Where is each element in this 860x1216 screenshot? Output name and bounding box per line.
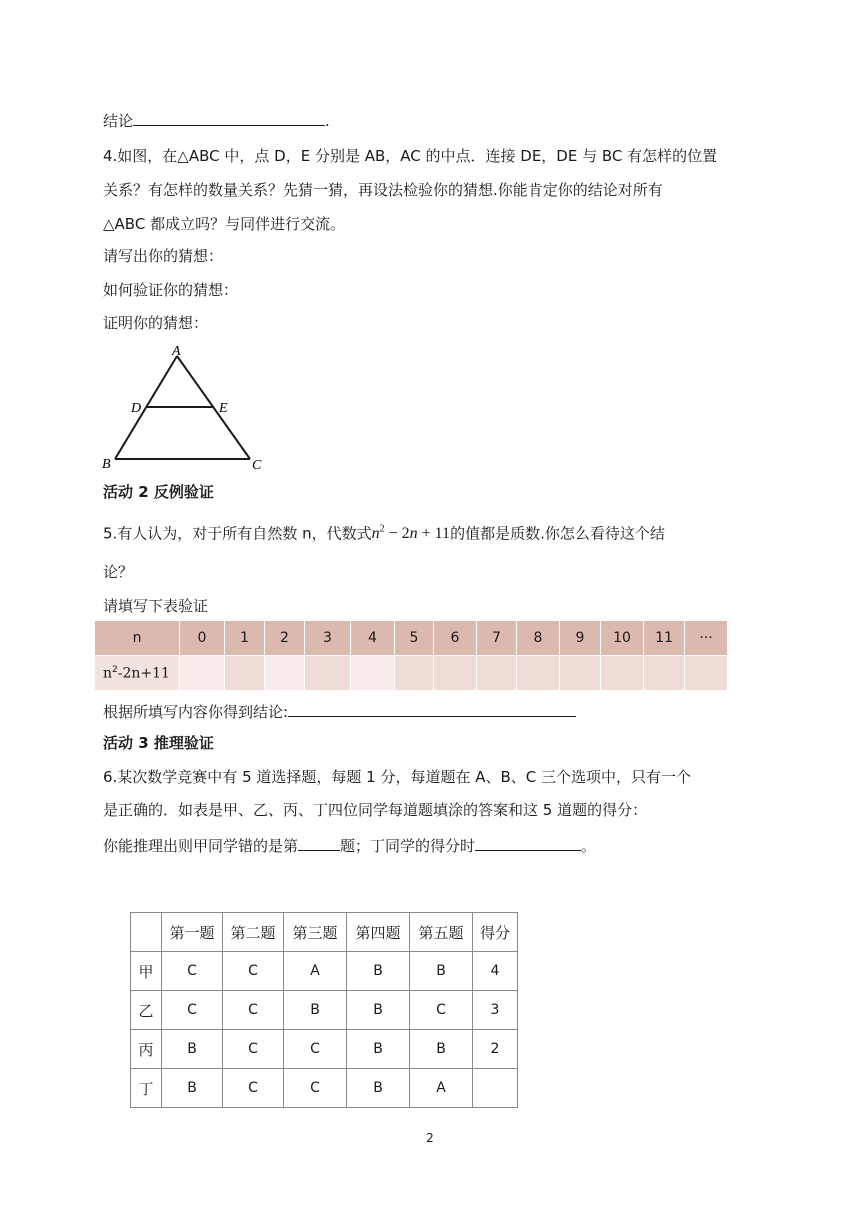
table-cell: ··· <box>685 621 728 656</box>
table-header-n: n <box>95 621 180 656</box>
expression: $n^2 - 2n + 11$ <box>371 524 451 543</box>
table-cell: 9 <box>560 621 601 656</box>
table-cell: 5 <box>395 621 434 656</box>
input-cell[interactable] <box>434 656 477 691</box>
q5-line-2: 论？ <box>103 563 134 581</box>
label-c: C <box>252 458 262 473</box>
table-cell: B <box>162 1069 223 1108</box>
student-name: 丁 <box>131 1069 162 1108</box>
answer-blank[interactable] <box>475 834 581 851</box>
triangle-figure <box>96 340 276 475</box>
table-header: 第一题 <box>162 913 223 952</box>
q4-line-2: 关系？有怎样的数量关系？先猜一猜，再设法检验你的猜想.你能肯定你的结论对所有 <box>103 181 663 199</box>
prompt-conjecture: 请写出你的猜想： <box>103 247 224 265</box>
answer-table <box>130 912 518 1108</box>
q6-line-3: 你能推理出则甲同学错的是第 题；丁同学的得分时 。 <box>103 834 596 856</box>
label-a: A <box>172 344 181 359</box>
table-cell: C <box>223 991 284 1030</box>
table-row <box>95 621 728 656</box>
input-cell[interactable] <box>560 656 601 691</box>
table-cell: B <box>347 1069 410 1108</box>
input-cell[interactable] <box>265 656 305 691</box>
table-header <box>131 913 162 952</box>
table-cell: 8 <box>517 621 560 656</box>
q6-line-2: 是正确的．如表是甲、乙、丙、丁四位同学每道题填涂的答案和这 5 道题的得分： <box>103 801 648 819</box>
q4-line-1: 4.如图，在△ABC 中，点 D，E 分别是 AB，AC 的中点．连接 DE，DE 与 BC 有怎样的位置 <box>103 147 718 165</box>
student-name: 丙 <box>131 1030 162 1069</box>
table-row <box>131 991 518 1030</box>
table-cell: C <box>162 952 223 991</box>
input-cell[interactable] <box>395 656 434 691</box>
table-row <box>95 656 728 691</box>
page-number: 2 <box>426 1131 434 1145</box>
table-cell: 0 <box>180 621 225 656</box>
table-cell: C <box>284 1069 347 1108</box>
label-b: B <box>102 457 111 472</box>
table-row <box>131 1069 518 1108</box>
prompt-prove: 证明你的猜想： <box>103 314 209 332</box>
table-cell: C <box>223 1069 284 1108</box>
table-cell: A <box>410 1069 473 1108</box>
q6-line-1: 6.某次数学竞赛中有 5 道选择题，每题 1 分，每道题在 A、B、C 三个选项中，只有一个 <box>103 768 692 786</box>
input-cell[interactable] <box>644 656 685 691</box>
table-cell: C <box>223 952 284 991</box>
table-cell: 10 <box>601 621 644 656</box>
table-cell: A <box>284 952 347 991</box>
conclusion-2-line: 根据所填写内容你得到结论: <box>103 700 576 722</box>
input-cell[interactable] <box>601 656 644 691</box>
table-header: 第五题 <box>410 913 473 952</box>
table-row-label: $n^2-2n+11$ <box>95 656 180 691</box>
answer-blank[interactable] <box>288 700 576 717</box>
input-cell[interactable] <box>305 656 351 691</box>
fill-prompt: 请填写下表验证 <box>103 597 209 615</box>
answer-blank[interactable] <box>133 109 325 126</box>
table-header: 第四题 <box>347 913 410 952</box>
table-cell: B <box>410 1030 473 1069</box>
student-name: 甲 <box>131 952 162 991</box>
label-d: D <box>131 401 142 416</box>
n-value-table <box>95 621 728 690</box>
table-cell: 7 <box>477 621 517 656</box>
conclusion-line: 结论 . <box>103 109 330 131</box>
student-name: 乙 <box>131 991 162 1030</box>
table-cell: C <box>223 1030 284 1069</box>
input-cell[interactable] <box>477 656 517 691</box>
input-cell[interactable] <box>685 656 728 691</box>
table-cell: C <box>162 991 223 1030</box>
table-header: 第二题 <box>223 913 284 952</box>
table-cell: 2 <box>265 621 305 656</box>
table-cell: B <box>347 991 410 1030</box>
input-cell[interactable] <box>180 656 225 691</box>
q4-line-3: △ABC 都成立吗？与同伴进行交流。 <box>103 215 346 233</box>
answer-blank[interactable] <box>298 834 340 851</box>
table-row <box>131 913 518 952</box>
label-e: E <box>219 401 228 416</box>
score-cell: 3 <box>473 991 518 1030</box>
input-cell[interactable] <box>225 656 265 691</box>
table-cell: C <box>410 991 473 1030</box>
table-cell: 3 <box>305 621 351 656</box>
input-cell[interactable] <box>351 656 395 691</box>
table-cell: 11 <box>644 621 685 656</box>
table-cell: 4 <box>351 621 395 656</box>
table-cell: 1 <box>225 621 265 656</box>
table-cell: B <box>347 1030 410 1069</box>
score-cell: 4 <box>473 952 518 991</box>
table-header: 得分 <box>473 913 518 952</box>
table-cell: B <box>347 952 410 991</box>
input-cell[interactable] <box>517 656 560 691</box>
table-cell: 6 <box>434 621 477 656</box>
table-cell: C <box>284 1030 347 1069</box>
table-row <box>131 952 518 991</box>
table-header: 第三题 <box>284 913 347 952</box>
prompt-verify: 如何验证你的猜想： <box>103 281 239 299</box>
table-cell: B <box>410 952 473 991</box>
table-row <box>131 1030 518 1069</box>
score-cell: 2 <box>473 1030 518 1069</box>
score-cell[interactable] <box>473 1069 518 1108</box>
table-cell: B <box>284 991 347 1030</box>
activity-3-heading: 活动 3 推理验证 <box>103 734 214 752</box>
activity-2-heading: 活动 2 反例验证 <box>103 483 214 501</box>
q5-line-1: 5.有人认为，对于所有自然数 n，代数式$n^2 - 2n + 11$的值都是质数.你怎么看待这个结 <box>103 524 665 543</box>
table-cell: B <box>162 1030 223 1069</box>
